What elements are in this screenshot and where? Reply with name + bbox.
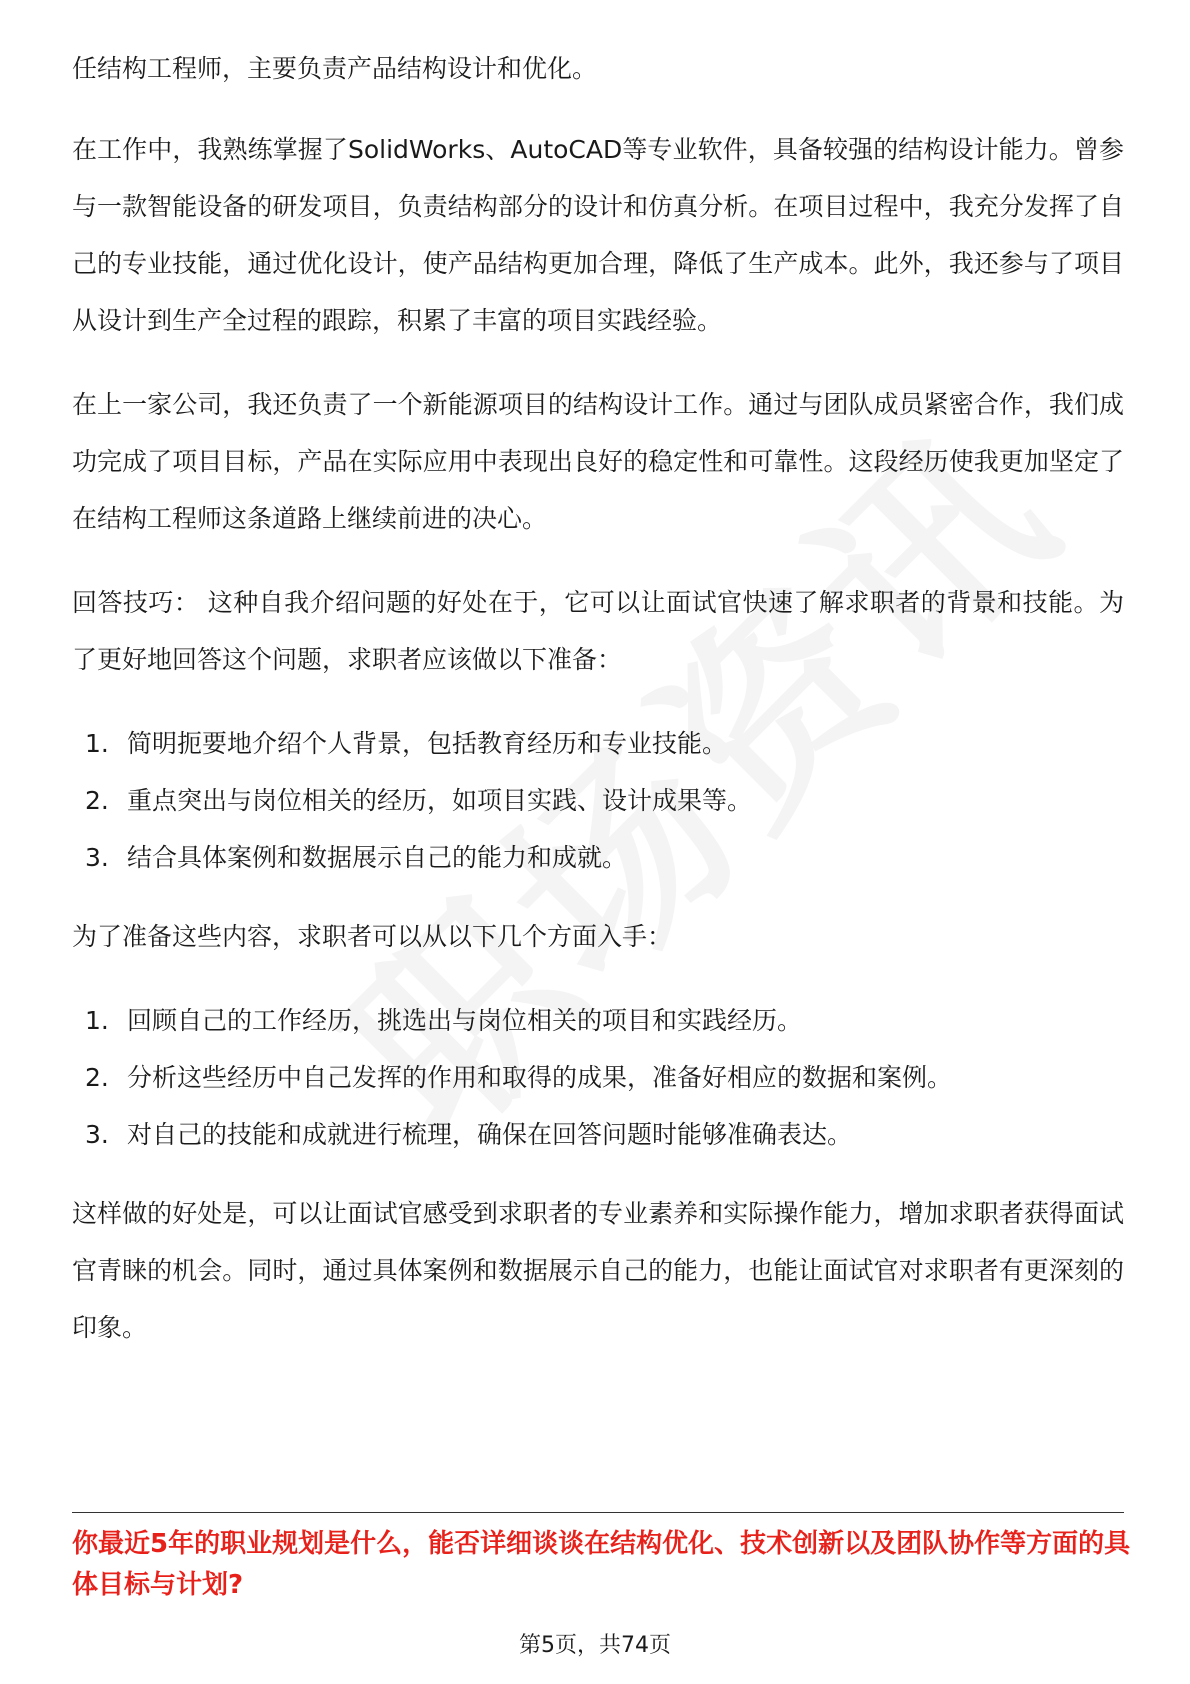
list-item-number: 3. [85, 843, 109, 872]
list-item-text: 分析这些经历中自己发挥的作用和取得的成果，准备好相应的数据和案例。 [127, 1063, 953, 1092]
list-item [72, 992, 1124, 1049]
list-item-number: 2. [85, 786, 109, 815]
preparation-list [72, 715, 1124, 886]
list-item [72, 772, 1124, 829]
page-indicator: 第5页，共74页 [519, 1633, 671, 1658]
document-body [72, 40, 1124, 1383]
paragraph-previous-company: 在上一家公司，我还负责了一个新能源项目的结构设计工作。通过与团队成员紧密合作，我们成功完成了项目目标，产品在实际应用中表现出良好的稳定性和可靠性。这段经历使我更加坚定了在结构工程师这条道路上继续前进的决心。 [72, 390, 1124, 533]
paragraph-how-to-prepare: 为了准备这些内容，求职者可以从以下几个方面入手： [72, 922, 673, 951]
list-item-text: 回顾自己的工作经历，挑选出与岗位相关的项目和实践经历。 [127, 1006, 803, 1035]
section-divider [72, 1512, 1124, 1513]
list-item [72, 1106, 1124, 1163]
list-item-text: 对自己的技能和成就进行梳理，确保在回答问题时能够准确表达。 [127, 1120, 853, 1149]
paragraph-benefits: 这样做的好处是，可以让面试官感受到求职者的专业素养和实际操作能力，增加求职者获得面试官青睐的机会。同时，通过具体案例和数据展示自己的能力，也能让面试官对求职者有更深刻的印象。 [72, 1199, 1124, 1342]
list-item [72, 829, 1124, 886]
list-item-number: 2. [85, 1063, 109, 1092]
list-item-number: 1. [85, 729, 109, 758]
list-item-text: 重点突出与岗位相关的经历，如项目实践、设计成果等。 [127, 786, 753, 815]
list-item-number: 3. [85, 1120, 109, 1149]
paragraph-work-experience: 在工作中，我熟练掌握了SolidWorks、AutoCAD等专业软件，具备较强的结构设计能力。曾参与一款智能设备的研发项目，负责结构部分的设计和仿真分析。在项目过程中，我充分发挥了自己的专业技能，通过优化设计，使产品结构更加合理，降低了生产成本。此外，我还参与了项目从设计到生产全过程的跟踪，积累了丰富的项目实践经验。 [72, 135, 1124, 335]
list-item-text: 结合具体案例和数据展示自己的能力和成就。 [127, 843, 628, 872]
list-item [72, 1049, 1124, 1106]
approach-list [72, 992, 1124, 1163]
list-item-number: 1. [85, 1006, 109, 1035]
paragraph-intro-tail: 任结构工程师，主要负责产品结构设计和优化。 [72, 54, 598, 83]
list-item-text: 简明扼要地介绍个人背景，包括教育经历和专业技能。 [127, 729, 728, 758]
list-item [72, 715, 1124, 772]
paragraph-answer-tips: 回答技巧： 这种自我介绍问题的好处在于，它可以让面试官快速了解求职者的背景和技能。为了更好地回答这个问题，求职者应该做以下准备： [72, 588, 1124, 674]
next-question-heading: 你最近5年的职业规划是什么，能否详细谈谈在结构优化、技术创新以及团队协作等方面的具体目标与计划? [72, 1529, 1131, 1600]
